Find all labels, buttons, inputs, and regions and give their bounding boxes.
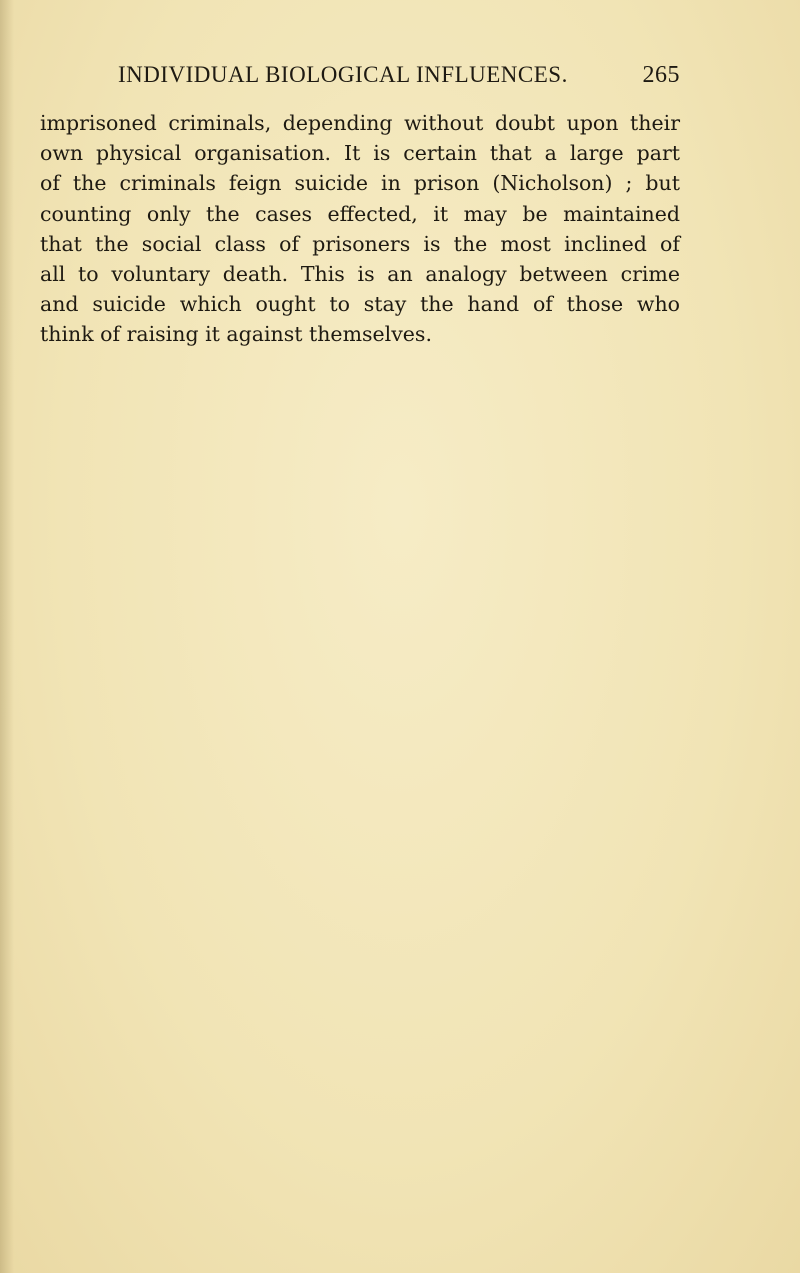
running-title: INDIVIDUAL BIOLOGICAL INFLUENCES. <box>118 62 568 87</box>
text-line: think of raising it against themselves. <box>40 322 432 347</box>
text-line: counting only the cases effected, it may be maintained <box>40 201 680 226</box>
text-line: own physical organisation. It is certain that a large part <box>40 141 680 166</box>
page-number: 265 <box>642 62 680 88</box>
text-line: that the social class of prisoners is the most inclined of <box>40 231 680 256</box>
text-line: and suicide which ought to stay the hand of those who <box>40 292 680 317</box>
body-paragraph <box>40 108 680 350</box>
text-line: imprisoned criminals, depending without doubt upon their <box>40 111 680 135</box>
running-head <box>118 62 680 92</box>
text-line: all to voluntary death. This is an analogy between crime <box>40 262 680 287</box>
text-line: of the criminals feign suicide in prison (Nicholson) ; but <box>40 171 680 196</box>
page-edge-shadow <box>0 0 14 1273</box>
